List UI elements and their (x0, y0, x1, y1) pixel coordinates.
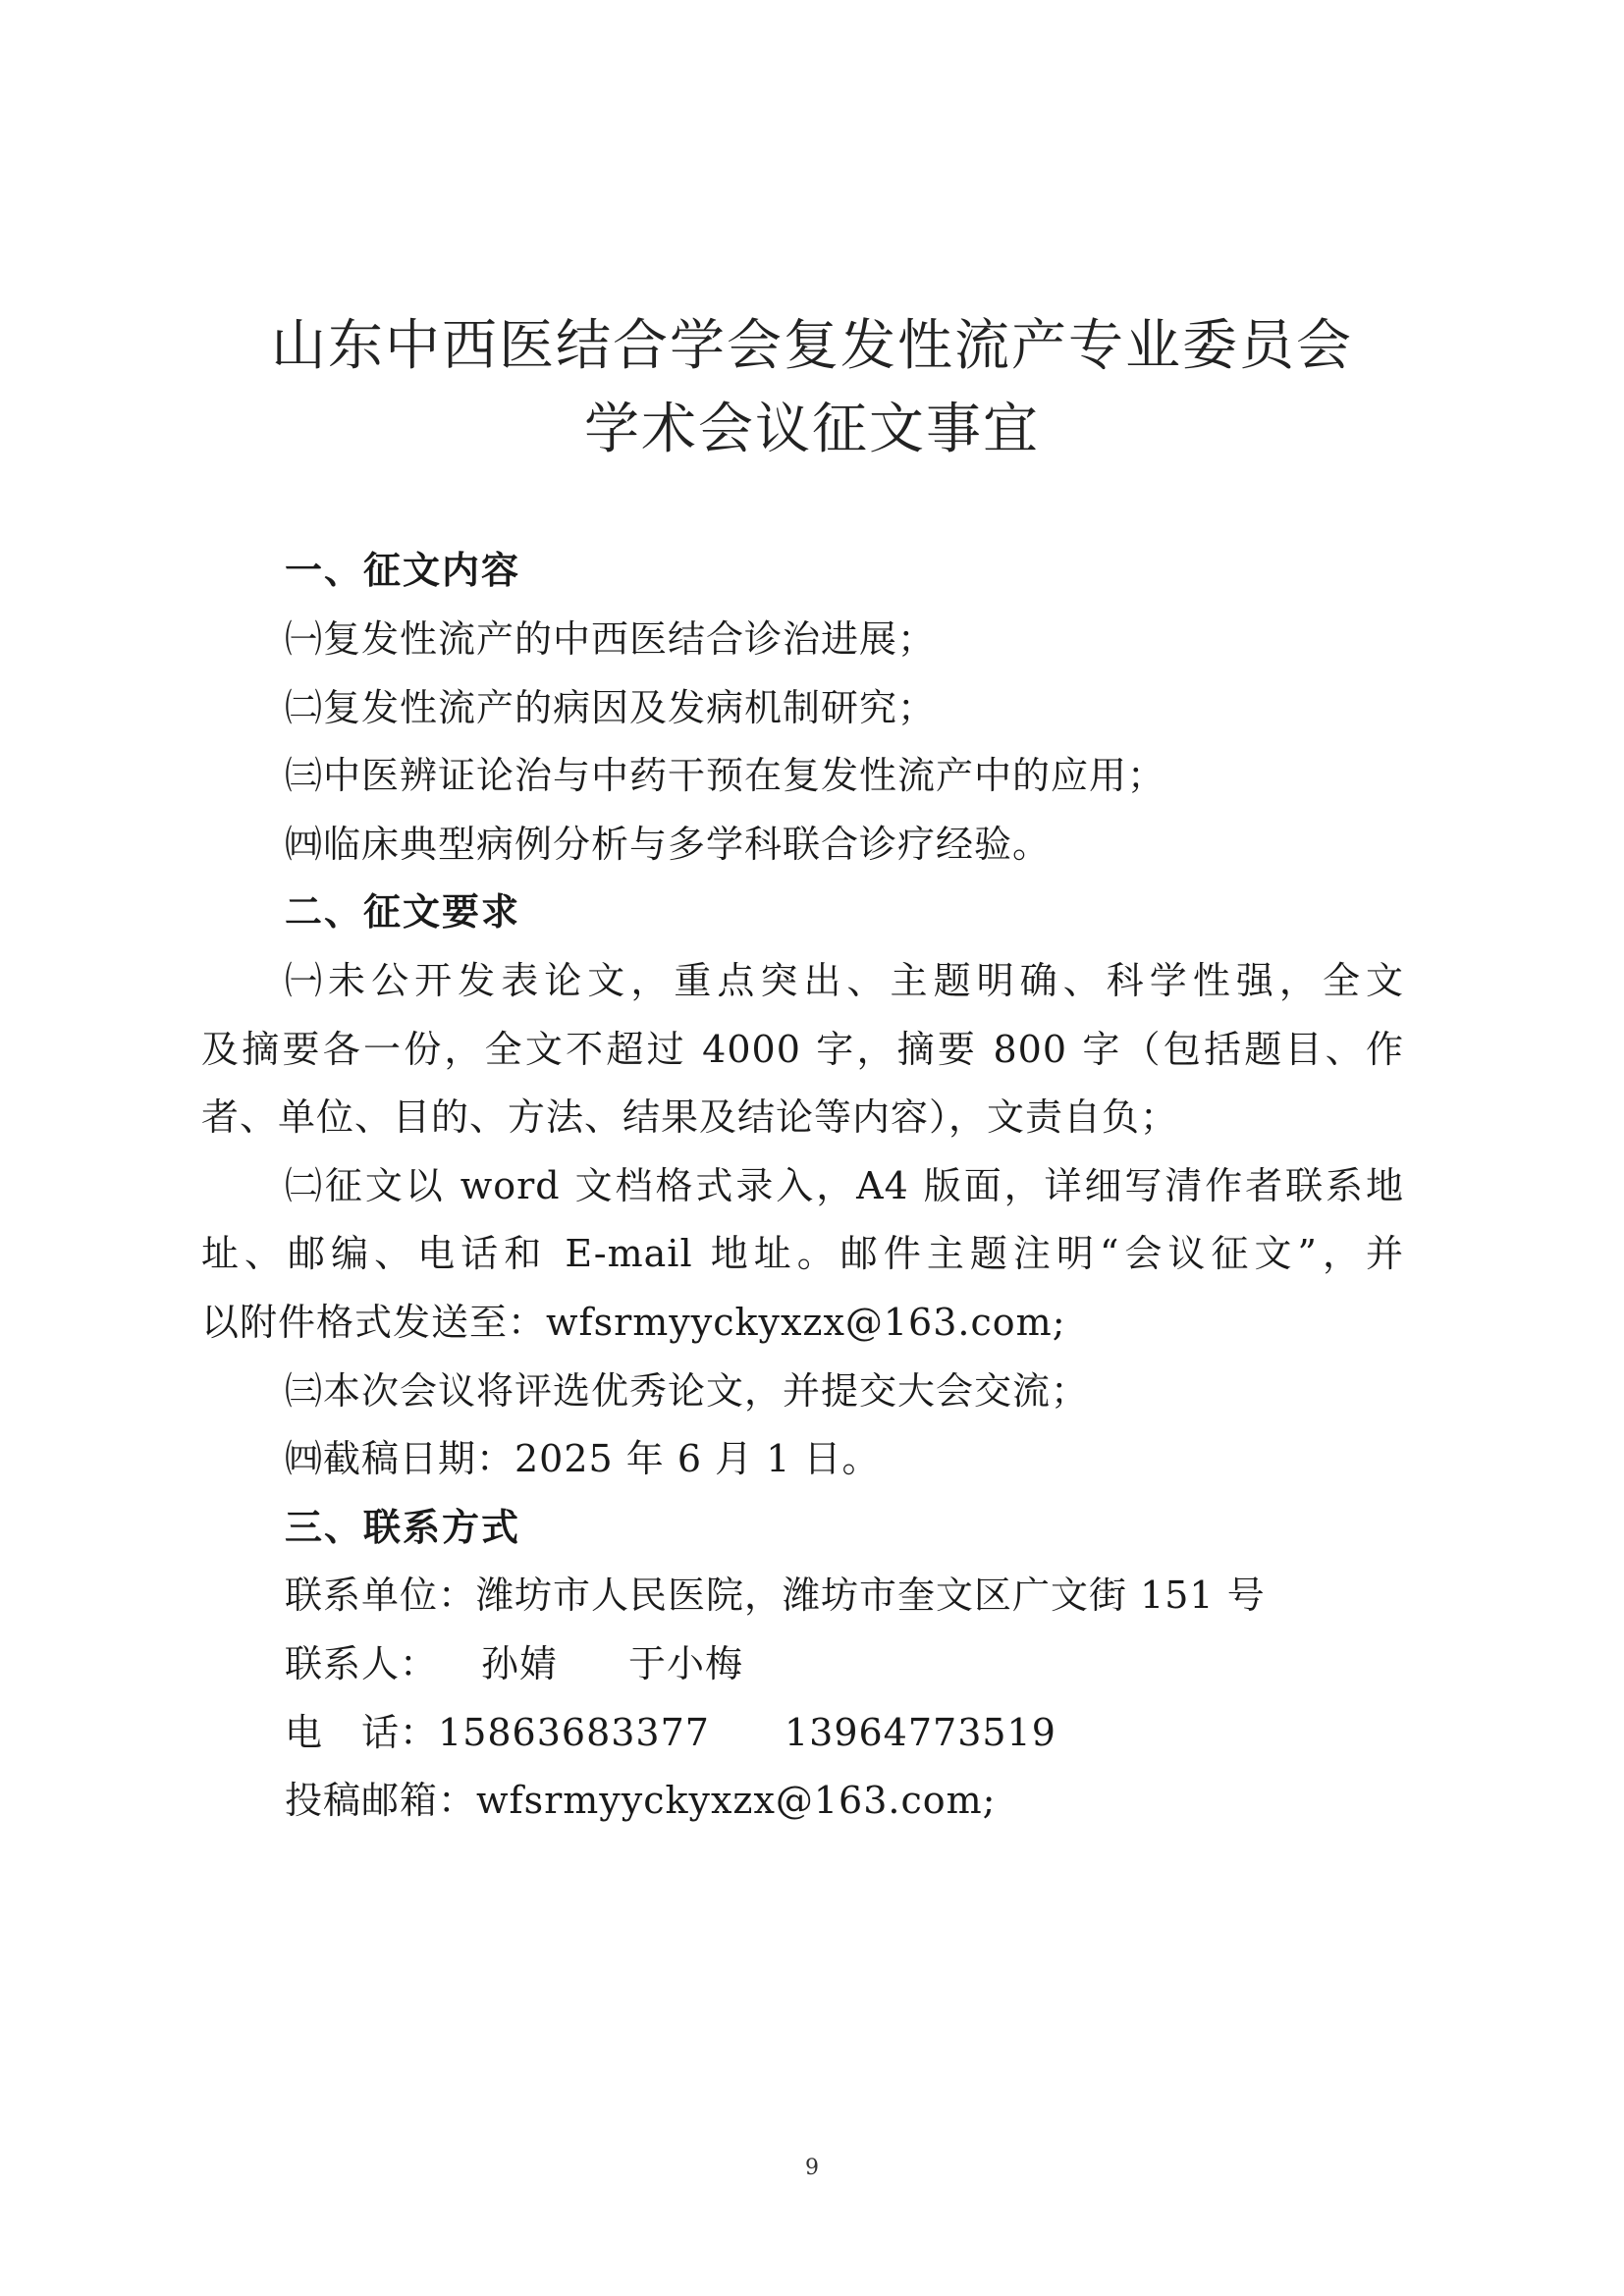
contact-person-1: 孙婧 (481, 1642, 559, 1685)
requirement-2-line-3: 以附件格式发送至：wfsrmyyckyxzx@163.com; (201, 1301, 1066, 1344)
requirement-2-line-2: 址、邮编、电话和 E-mail 地址。邮件主题注明“会议征文”，并 (201, 1232, 1404, 1275)
contact-unit: 联系单位：潍坊市人民医院，潍坊市奎文区广文街 151 号 (285, 1574, 1266, 1617)
contact-phones (285, 1708, 1404, 1757)
requirement-1-line-2: 及摘要各一份，全文不超过 4000 字，摘要 800 字（包括题目、作 (201, 1028, 1404, 1071)
requirement-1-line-1: ㈠未公开发表论文，重点突出、主题明确、科学性强，全文 (285, 959, 1404, 1002)
section-heading-content: 一、征文内容 (285, 549, 521, 592)
requirement-3: ㈢本次会议将评选优秀论文，并提交大会交流； (285, 1369, 1090, 1413)
document-title-line-1: 山东中西医结合学会复发性流产专业委员会 (271, 314, 1353, 378)
contact-phone-label: 电 话： (285, 1711, 439, 1754)
content-item-1: ㈠复发性流产的中西医结合诊治进展； (285, 617, 937, 661)
content-item-2: ㈡复发性流产的病因及发病机制研究； (285, 686, 937, 729)
requirement-4: ㈣截稿日期：2025 年 6 月 1 日。 (285, 1437, 881, 1480)
content-item-3: ㈢中医辨证论治与中药干预在复发性流产中的应用； (285, 754, 1166, 797)
contact-phone-1: 15863683377 (438, 1711, 710, 1754)
section-heading-contact: 三、联系方式 (285, 1506, 521, 1549)
page-number: 9 (805, 2156, 819, 2180)
document-title-line-2: 学术会议征文事宜 (584, 398, 1040, 461)
section-heading-requirements: 二、征文要求 (285, 890, 521, 934)
contact-phone-2: 13964773519 (784, 1711, 1056, 1754)
requirement-2-line-1: ㈡征文以 word 文档格式录入，A4 版面，详细写清作者联系地 (285, 1164, 1404, 1207)
contact-person-label: 联系人： (285, 1642, 439, 1685)
contact-persons (285, 1639, 1404, 1688)
content-item-4: ㈣临床典型病例分析与多学科联合诊疗经验。 (285, 823, 1052, 866)
contact-email: 投稿邮箱：wfsrmyyckyxzx@163.com; (285, 1779, 997, 1822)
requirement-1-line-3: 者、单位、目的、方法、结果及结论等内容），文责自负； (201, 1095, 1179, 1139)
contact-person-2: 于小梅 (628, 1642, 744, 1685)
